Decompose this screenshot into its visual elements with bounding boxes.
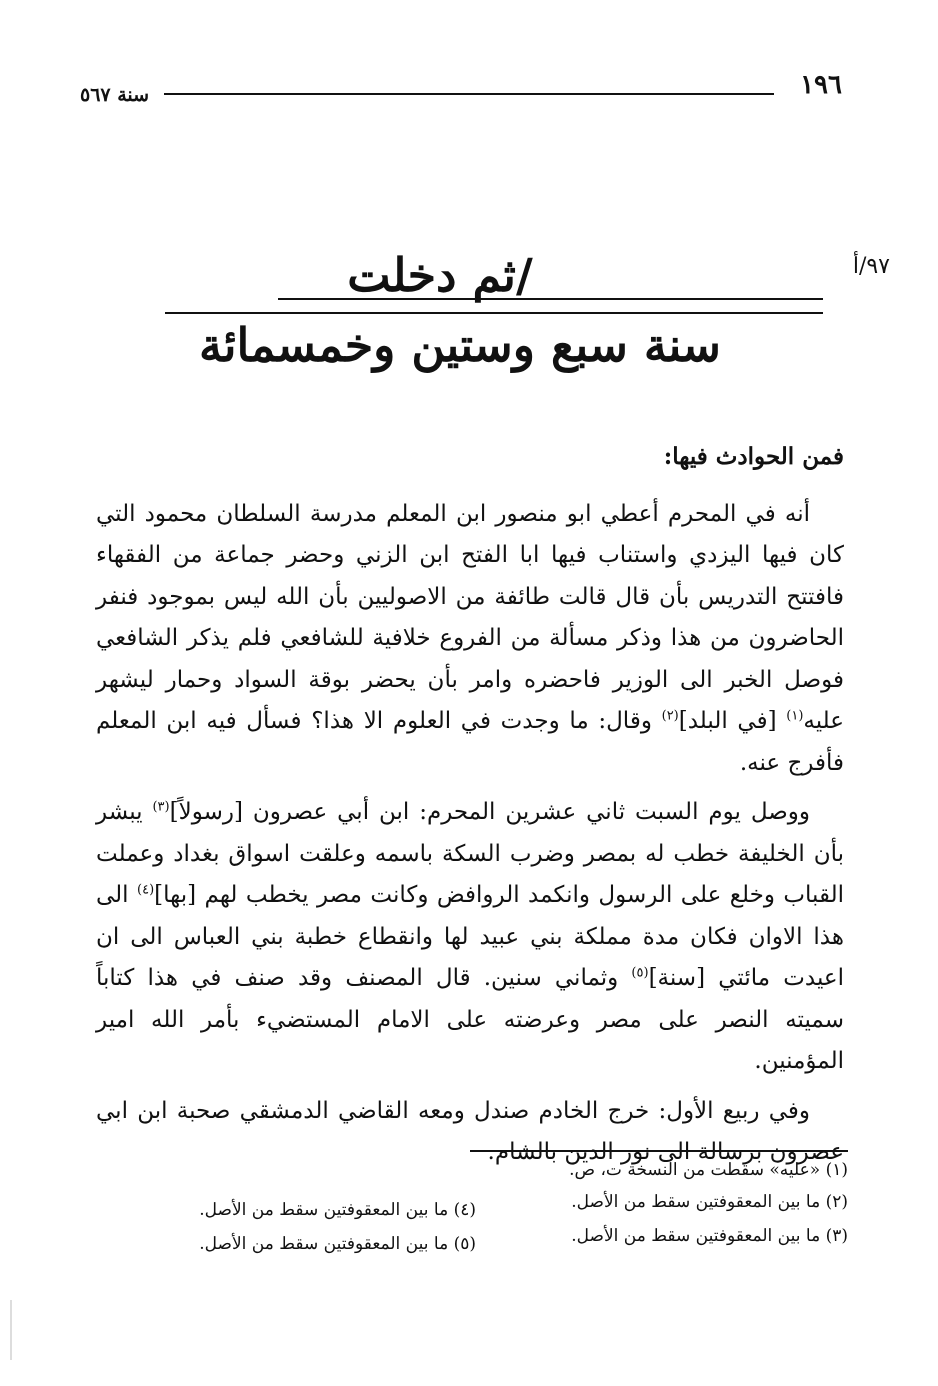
footnote-5: (٥) ما بين المعقوفتين سقط من الأصل. (199, 1234, 476, 1254)
footnote-ref-3: (٣) (152, 799, 170, 815)
main-text (96, 436, 844, 1174)
footnote-ref-2: (٢) (661, 708, 679, 724)
footnote-rule (470, 1150, 848, 1152)
footnote-ref-5: (٥) (631, 965, 649, 981)
paragraph-1-text-b: [في البلد] (678, 708, 787, 734)
manuscript-folio-note: ٩٧/أ (852, 254, 890, 279)
footnote-2: (٢) ما بين المعقوفتين سقط من الأصل. (571, 1192, 848, 1212)
page-number: ١٩٦ (800, 70, 842, 100)
footnote-ref-4: (٤) (137, 882, 155, 898)
chapter-title-line2: سنة سبع وستين وخمسمائة (199, 318, 721, 372)
section-heading: فمن الحوادث فيها: (663, 443, 844, 470)
scan-edge-mark (10, 1300, 12, 1360)
paragraph-2-text-a: ووصل يوم السبت ثاني عشرين المحرم: ابن أبي عصرون [رسولاً] (169, 799, 810, 825)
paragraph-2-text-d: وثماني سنين. قال المصنف وقد صنف في هذا كتاباً سميته النصر على مصر وعرضته على الامام المستضيء بأمر الله امير المؤمنين. (96, 965, 844, 1074)
paragraph-2 (96, 792, 844, 1083)
paragraph-2-text-c: الى هذا الاوان فكان مدة مملكة بني عبيد لها وانقطاع خطبة بني العباس الى ان اعيدت مائتي [سنة] (96, 882, 844, 991)
footnote-4: (٤) ما بين المعقوفتين سقط من الأصل. (199, 1200, 476, 1220)
footnote-3: (٣) ما بين المعقوفتين سقط من الأصل. (571, 1226, 848, 1246)
chapter-title-line1: /ثم دخلت (347, 248, 533, 302)
paragraph-1-text-a: أنه في المحرم أعطي ابو منصور ابن المعلم مدرسة السلطان محمود التي كان فيها اليزدي واستناب فيها ابا الفتح ابن الزني وحضر جماعة من الفقهاء فافتتح التدريس بأن قال قالت طائفة من الاصوليين بأن الله ليس بموجود فنفر الحاضرون من هذا وذكر مسألة من الفروع خلافية للشافعي فلم يذكر الشافعي فوصل الخبر الى الوزير فاحضره وامر بأن يحضر بوقة السواد وحمار ليشهر عليه (96, 500, 844, 734)
header-rule (164, 93, 774, 95)
paragraph-1 (96, 494, 844, 785)
paragraph-1-text-c: وقال: ما وجدت في العلوم الا هذا؟ فسأل فيه ابن المعلم فأفرج عنه. (96, 708, 844, 776)
footnote-ref-1: (١) (786, 708, 804, 724)
paragraph-3: وفي ربيع الأول: خرج الخادم صندل ومعه القاضي الدمشقي صحبة ابن ابي عصرون برسالة الى نور الدين بالشام. (96, 1097, 844, 1165)
title-rule-lower (165, 312, 823, 314)
footnote-1: (١) «عليه» سقطت من النسخة ت، ص. (569, 1160, 848, 1180)
running-head-year: سنة ٥٦٧ (80, 84, 150, 106)
paragraph-2-text-b: يبشر بأن الخليفة خطب له بمصر وضرب السكة باسمه وعلقت اسواق بغداد وعملت القباب وخلع على الرسول وانكمد الروافض وكانت مصر يخطب لهم [بها] (96, 799, 844, 908)
title-rule-upper (278, 298, 823, 300)
